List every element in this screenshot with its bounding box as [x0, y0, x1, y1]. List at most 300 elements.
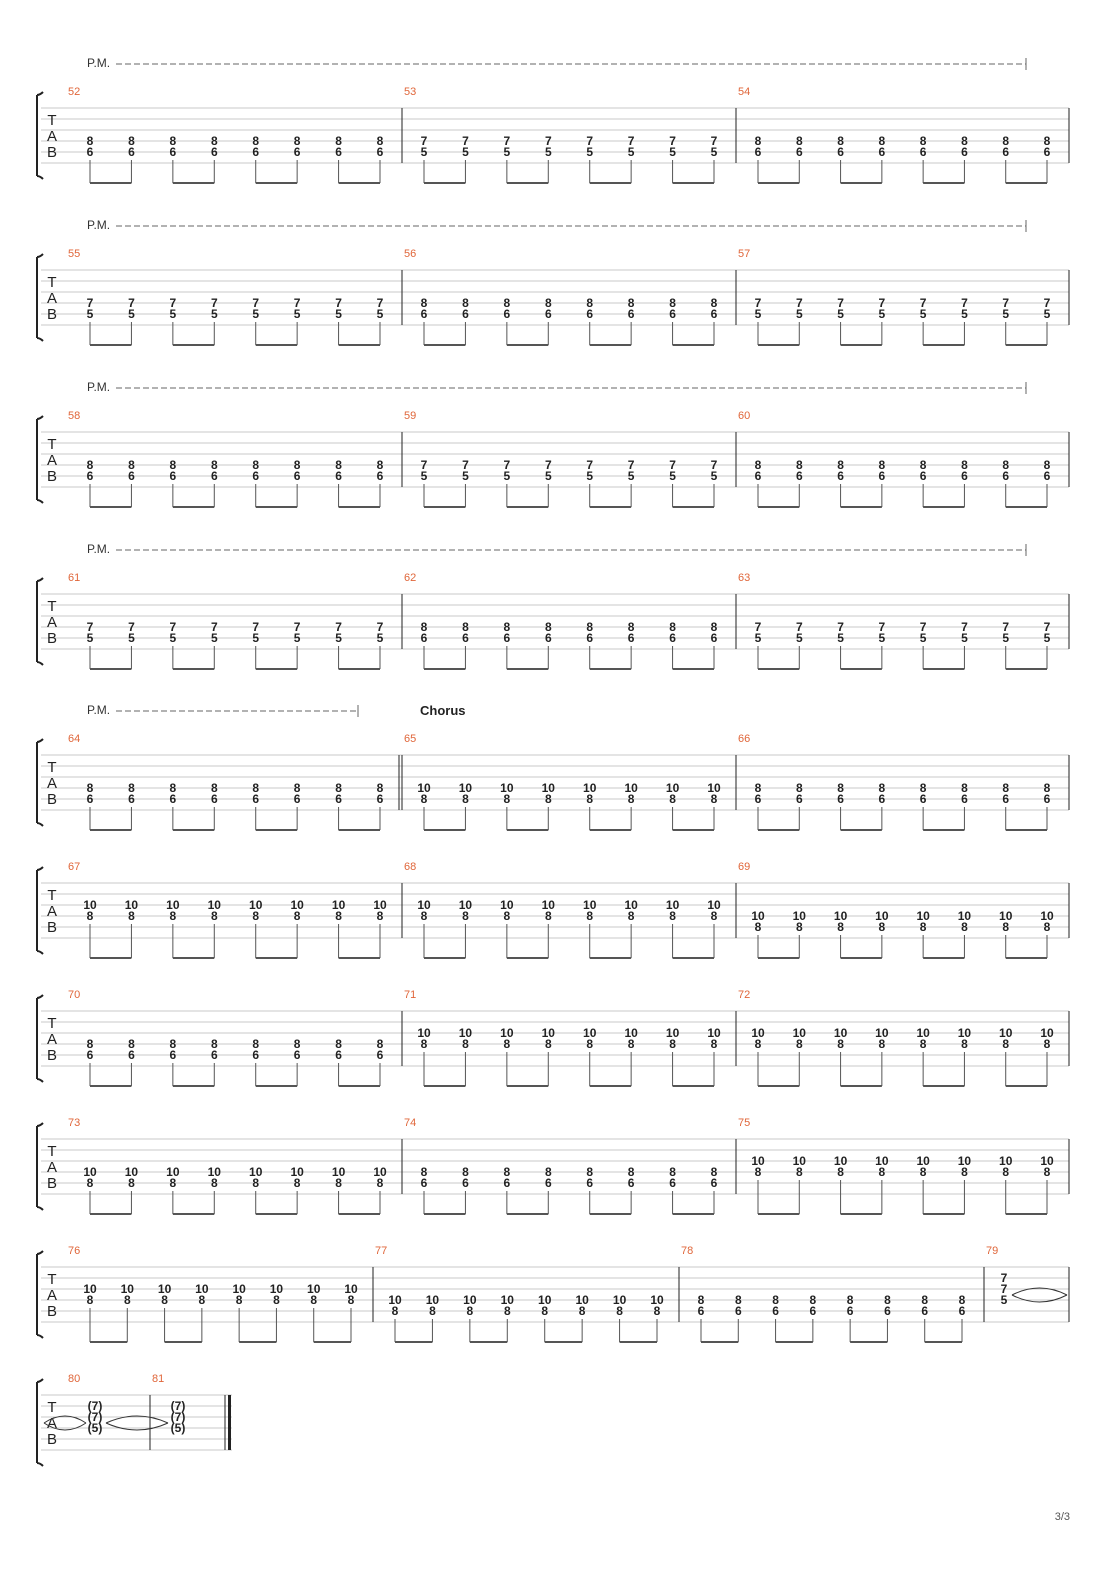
fret-number: 6 — [1043, 145, 1051, 159]
fret-number: 8 — [710, 909, 718, 923]
fret-number: 8 — [86, 458, 94, 472]
fret-number: 7 — [169, 620, 177, 634]
fret-number: 7 — [335, 620, 342, 634]
fret-number: 7 — [376, 296, 384, 310]
fret-number: 10 — [307, 1282, 321, 1296]
measure-number: 57 — [738, 248, 751, 260]
fret-number: 10 — [331, 1165, 346, 1179]
fret-number: 6 — [878, 145, 886, 159]
fret-number: 8 — [86, 134, 94, 148]
fret-number: 8 — [578, 1304, 586, 1318]
fret-number: 8 — [252, 1176, 260, 1190]
fret-number: 6 — [669, 307, 676, 321]
fret-number: 8 — [503, 792, 511, 806]
fret-number: 8 — [252, 1037, 260, 1051]
fret-number: 10 — [1040, 1026, 1054, 1040]
fret-number: 10 — [124, 1165, 139, 1179]
fret-number: 8 — [128, 458, 135, 472]
fret-number: 7 — [128, 620, 135, 634]
fret-number: 8 — [210, 909, 218, 923]
fret-number: 5 — [1043, 307, 1051, 321]
fret-number: 8 — [86, 1037, 94, 1051]
fret-number: 5 — [1043, 631, 1051, 645]
fret-number: 6 — [586, 1176, 594, 1190]
tab-clef-icon: B — [46, 1303, 58, 1320]
fret-number: (7) — [170, 1410, 186, 1424]
tab-clef-icon: A — [46, 452, 58, 469]
fret-number: 8 — [86, 781, 94, 795]
fret-number: 8 — [210, 134, 218, 148]
fret-number: 10 — [751, 1026, 765, 1040]
fret-number: 5 — [420, 145, 428, 159]
fret-number: 8 — [710, 1037, 718, 1051]
measure-number: 54 — [738, 86, 751, 98]
measure-number: 63 — [738, 572, 751, 584]
fret-number: 8 — [293, 1037, 301, 1051]
tab-clef-icon: B — [46, 468, 58, 485]
fret-number: (7) — [87, 1399, 103, 1413]
fret-number: 8 — [128, 1176, 135, 1190]
tab-clef-icon: A — [46, 290, 58, 307]
fret-number: 6 — [462, 307, 469, 321]
tab-clef-icon: A — [46, 1159, 58, 1176]
fret-number: 8 — [310, 1293, 318, 1307]
fret-number: 10 — [195, 1282, 209, 1296]
fret-number: 8 — [128, 134, 135, 148]
fret-number: 10 — [541, 1026, 555, 1040]
fret-number: (5) — [170, 1421, 186, 1435]
tab-clef-icon: A — [46, 1031, 58, 1048]
fret-number: 5 — [1002, 631, 1010, 645]
fret-number: 10 — [957, 1026, 972, 1040]
fret-number: 8 — [919, 134, 927, 148]
fret-number: 5 — [878, 307, 886, 321]
fret-number: 6 — [128, 145, 135, 159]
fret-number: 8 — [1002, 134, 1010, 148]
fret-number: 5 — [503, 469, 511, 483]
fret-number: 8 — [795, 458, 803, 472]
fret-number: 6 — [627, 631, 635, 645]
fret-number: 10 — [665, 781, 680, 795]
fret-number: 8 — [961, 781, 968, 795]
measure-number: 59 — [404, 410, 417, 422]
fret-number: 7 — [669, 458, 676, 472]
fret-number: 10 — [500, 898, 514, 912]
fret-number: 6 — [544, 307, 552, 321]
fret-number: 5 — [544, 145, 552, 159]
fret-number: 6 — [420, 307, 428, 321]
measure-number: 61 — [68, 572, 81, 584]
fret-number: 10 — [344, 1282, 358, 1296]
fret-number: 10 — [1040, 1154, 1054, 1168]
fret-number: 8 — [795, 920, 803, 934]
system-bracket-icon — [37, 1123, 43, 1210]
system-bracket-icon — [37, 995, 43, 1082]
fret-number: 8 — [429, 1304, 436, 1318]
fret-number: 8 — [795, 1165, 803, 1179]
measure-number: 58 — [68, 410, 81, 422]
fret-number: 8 — [420, 1037, 428, 1051]
fret-number: 10 — [166, 1165, 180, 1179]
tie-icon — [1012, 1295, 1067, 1302]
fret-number: 6 — [335, 1048, 342, 1062]
fret-number: 8 — [754, 781, 762, 795]
fret-number: 7 — [627, 458, 635, 472]
fret-number: 10 — [541, 781, 555, 795]
fret-number: 5 — [961, 307, 968, 321]
fret-number: 7 — [919, 620, 927, 634]
fret-number: 7 — [837, 620, 844, 634]
fret-number: 6 — [1043, 792, 1051, 806]
measure-number: 72 — [738, 989, 751, 1001]
fret-number: 10 — [916, 1026, 930, 1040]
page-number: 3/3 — [1054, 1511, 1070, 1523]
fret-number: 10 — [83, 1165, 97, 1179]
measure-number: 79 — [986, 1245, 999, 1257]
fret-number: 10 — [792, 1154, 806, 1168]
fret-number: 8 — [462, 909, 469, 923]
system-bracket-icon — [37, 92, 43, 179]
fret-number: 5 — [669, 469, 676, 483]
fret-number: 6 — [420, 631, 428, 645]
fret-number: 5 — [128, 307, 135, 321]
fret-number: 5 — [961, 631, 968, 645]
fret-number: 10 — [957, 909, 972, 923]
fret-number: 8 — [420, 296, 428, 310]
fret-number: 10 — [833, 1026, 848, 1040]
fret-number: 5 — [837, 307, 844, 321]
fret-number: 6 — [544, 1176, 552, 1190]
fret-number: 10 — [707, 781, 721, 795]
fret-number: 8 — [627, 296, 635, 310]
fret-number: 10 — [583, 898, 597, 912]
fret-number: 8 — [669, 1037, 676, 1051]
fret-number: 7 — [710, 458, 718, 472]
fret-number: 5 — [754, 631, 762, 645]
measure-number: 77 — [375, 1245, 388, 1257]
fret-number: 5 — [335, 631, 342, 645]
fret-number: 6 — [210, 1048, 218, 1062]
fret-number: 6 — [169, 145, 177, 159]
fret-number: 7 — [293, 296, 301, 310]
fret-number: 6 — [293, 469, 301, 483]
fret-number: 6 — [1002, 145, 1010, 159]
fret-number: 5 — [252, 631, 260, 645]
fret-number: 8 — [544, 620, 552, 634]
fret-number: 10 — [124, 898, 139, 912]
fret-number: 8 — [420, 620, 428, 634]
fret-number: 8 — [123, 1293, 131, 1307]
fret-number: 7 — [210, 620, 218, 634]
measure-number: 66 — [738, 733, 751, 745]
fret-number: 6 — [710, 631, 718, 645]
fret-number: 6 — [544, 631, 552, 645]
fret-number: 8 — [391, 1304, 399, 1318]
fret-number: 10 — [999, 1026, 1013, 1040]
measure-number: 73 — [68, 1117, 81, 1129]
measure-number: 56 — [404, 248, 417, 260]
fret-number: 8 — [837, 1037, 844, 1051]
fret-number: 8 — [627, 620, 635, 634]
fret-number: 8 — [754, 134, 762, 148]
fret-number: 10 — [458, 1026, 473, 1040]
fret-number: 6 — [837, 469, 844, 483]
system-bracket-icon — [37, 416, 43, 503]
fret-number: 6 — [710, 307, 718, 321]
fret-number: 7 — [335, 296, 342, 310]
fret-number: 7 — [754, 296, 762, 310]
system-bracket-icon — [37, 254, 43, 341]
fret-number: 6 — [961, 792, 968, 806]
fret-number: 7 — [252, 620, 260, 634]
fret-number: 5 — [210, 307, 218, 321]
fret-number: 6 — [795, 145, 803, 159]
fret-number: 8 — [544, 1037, 552, 1051]
fret-number: 8 — [616, 1304, 623, 1318]
fret-number: 10 — [650, 1293, 664, 1307]
fret-number: 7 — [586, 134, 594, 148]
fret-number: 7 — [878, 296, 886, 310]
measure-number: 75 — [738, 1117, 751, 1129]
fret-number: 6 — [919, 792, 927, 806]
fret-number: 8 — [586, 620, 594, 634]
tab-clef-icon: T — [47, 1143, 57, 1160]
fret-number: 5 — [210, 631, 218, 645]
fret-number: 5 — [86, 631, 94, 645]
fret-number: 6 — [293, 145, 301, 159]
fret-number: 8 — [958, 1293, 966, 1307]
fret-number: 7 — [462, 458, 469, 472]
fret-number: 5 — [795, 631, 803, 645]
fret-number: 7 — [1002, 620, 1010, 634]
fret-number: 5 — [878, 631, 886, 645]
fret-number: 8 — [128, 909, 135, 923]
fret-number: 10 — [875, 909, 889, 923]
fret-number: 8 — [710, 792, 718, 806]
fret-number: 10 — [707, 898, 721, 912]
fret-number: 8 — [961, 134, 968, 148]
fret-number: 8 — [335, 1176, 342, 1190]
fret-number: 8 — [961, 1165, 968, 1179]
fret-number: 6 — [772, 1304, 779, 1318]
fret-number: 6 — [884, 1304, 891, 1318]
tab-clef-icon: B — [46, 1175, 58, 1192]
fret-number: 8 — [1043, 134, 1051, 148]
fret-number: 6 — [669, 1176, 676, 1190]
tab-clef-icon: T — [47, 274, 57, 291]
fret-number: 6 — [376, 1048, 384, 1062]
fret-number: 6 — [252, 145, 260, 159]
fret-number: 10 — [833, 1154, 848, 1168]
fret-number: 10 — [833, 909, 848, 923]
fret-number: 8 — [293, 134, 301, 148]
fret-number: 8 — [503, 1037, 511, 1051]
fret-number: 10 — [500, 1293, 514, 1307]
measure-number: 64 — [68, 733, 81, 745]
fret-number: 6 — [210, 145, 218, 159]
fret-number: 8 — [161, 1293, 168, 1307]
fret-number: 6 — [252, 1048, 260, 1062]
fret-number: 5 — [293, 307, 301, 321]
fret-number: 8 — [503, 1165, 511, 1179]
measure-number: 60 — [738, 410, 751, 422]
fret-number: 8 — [128, 781, 135, 795]
fret-number: 10 — [290, 1165, 304, 1179]
fret-number: 6 — [734, 1304, 742, 1318]
system-bracket-icon — [37, 1251, 43, 1338]
fret-number: 5 — [1000, 1293, 1008, 1307]
fret-number: 8 — [627, 1165, 635, 1179]
palm-mute-label: P.M. — [87, 542, 111, 556]
fret-number: 8 — [462, 1165, 469, 1179]
fret-number: 5 — [169, 307, 177, 321]
fret-number: 10 — [463, 1293, 477, 1307]
fret-number: 6 — [210, 792, 218, 806]
fret-number: 10 — [249, 1165, 263, 1179]
fret-number: 7 — [669, 134, 676, 148]
fret-number: 7 — [1043, 620, 1051, 634]
fret-number: 8 — [669, 296, 676, 310]
fret-number: 10 — [665, 1026, 680, 1040]
fret-number: 6 — [878, 469, 886, 483]
fret-number: 8 — [837, 920, 844, 934]
fret-number: 8 — [878, 1037, 886, 1051]
fret-number: 8 — [919, 1165, 927, 1179]
fret-number: 5 — [86, 307, 94, 321]
measure-number: 80 — [68, 1373, 81, 1385]
fret-number: 8 — [1043, 781, 1051, 795]
tab-clef-icon: B — [46, 630, 58, 647]
fret-number: 10 — [665, 898, 680, 912]
fret-number: 8 — [169, 1176, 177, 1190]
fret-number: 7 — [420, 134, 428, 148]
fret-number: 8 — [710, 620, 718, 634]
fret-number: 8 — [884, 1293, 891, 1307]
palm-mute-label: P.M. — [87, 218, 111, 232]
fret-number: 6 — [754, 469, 762, 483]
fret-number: 10 — [232, 1282, 246, 1296]
fret-number: 10 — [458, 898, 473, 912]
fret-number: 8 — [235, 1293, 243, 1307]
fret-number: 8 — [627, 792, 635, 806]
fret-number: 8 — [837, 458, 844, 472]
fret-number: 7 — [1043, 296, 1051, 310]
fret-number: 7 — [544, 458, 552, 472]
fret-number: 6 — [86, 145, 94, 159]
fret-number: 10 — [792, 1026, 806, 1040]
fret-number: 8 — [252, 458, 260, 472]
fret-number: 10 — [624, 1026, 638, 1040]
fret-number: 10 — [500, 781, 514, 795]
fret-number: 6 — [128, 792, 135, 806]
measure-number: 65 — [404, 733, 417, 745]
fret-number: 6 — [293, 792, 301, 806]
fret-number: 6 — [961, 469, 968, 483]
fret-number: 6 — [919, 469, 927, 483]
fret-number: (7) — [87, 1410, 103, 1424]
fret-number: 8 — [335, 781, 342, 795]
fret-number: 5 — [376, 307, 384, 321]
fret-number: 10 — [751, 1154, 765, 1168]
fret-number: 8 — [921, 1293, 929, 1307]
section-label: Chorus — [420, 703, 466, 718]
fret-number: 5 — [586, 145, 594, 159]
fret-number: 5 — [919, 307, 927, 321]
fret-number: 8 — [544, 792, 552, 806]
fret-number: 8 — [878, 920, 886, 934]
fret-number: 10 — [83, 898, 97, 912]
fret-number: 5 — [293, 631, 301, 645]
fret-number: 10 — [999, 1154, 1013, 1168]
fret-number: 6 — [586, 307, 594, 321]
fret-number: 8 — [210, 458, 218, 472]
fret-number: 8 — [169, 781, 177, 795]
fret-number: 8 — [754, 1037, 762, 1051]
measure-number: 69 — [738, 861, 751, 873]
fret-number: 6 — [128, 469, 135, 483]
fret-number: 7 — [878, 620, 886, 634]
fret-number: 10 — [624, 898, 638, 912]
tab-clef-icon: B — [46, 144, 58, 161]
fret-number: 6 — [128, 1048, 135, 1062]
fret-number: 8 — [252, 134, 260, 148]
fret-number: 8 — [376, 458, 384, 472]
fret-number: 8 — [544, 296, 552, 310]
fret-number: 8 — [293, 909, 301, 923]
fret-number: 7 — [210, 296, 218, 310]
fret-number: 7 — [919, 296, 927, 310]
tab-clef-icon: A — [46, 1415, 58, 1432]
fret-number: 6 — [586, 631, 594, 645]
tab-clef-icon: T — [47, 887, 57, 904]
fret-number: 8 — [462, 620, 469, 634]
fret-number: 5 — [420, 469, 428, 483]
fret-number: 10 — [500, 1026, 514, 1040]
fret-number: 8 — [1002, 781, 1010, 795]
fret-number: 8 — [586, 1037, 594, 1051]
fret-number: 8 — [335, 1037, 342, 1051]
fret-number: 8 — [210, 1176, 218, 1190]
fret-number: 6 — [335, 792, 342, 806]
fret-number: 5 — [376, 631, 384, 645]
fret-number: 7 — [795, 620, 803, 634]
measure-number: 67 — [68, 861, 81, 873]
tie-icon — [106, 1423, 168, 1430]
fret-number: 5 — [586, 469, 594, 483]
fret-number: 8 — [198, 1293, 206, 1307]
fret-number: 10 — [538, 1293, 552, 1307]
fret-number: 8 — [420, 909, 428, 923]
tab-clef-icon: B — [46, 1431, 58, 1448]
fret-number: 8 — [169, 909, 177, 923]
fret-number: 8 — [961, 920, 968, 934]
fret-number: 7 — [376, 620, 384, 634]
fret-number: 8 — [86, 909, 94, 923]
fret-number: 8 — [878, 134, 886, 148]
fret-number: 5 — [710, 145, 718, 159]
fret-number: 10 — [417, 781, 431, 795]
fret-number: 8 — [420, 1165, 428, 1179]
fret-number: 8 — [795, 781, 803, 795]
fret-number: 7 — [293, 620, 301, 634]
fret-number: 10 — [417, 1026, 431, 1040]
fret-number: 8 — [1002, 458, 1010, 472]
fret-number: 8 — [1002, 1165, 1010, 1179]
measure-number: 62 — [404, 572, 417, 584]
fret-number: 8 — [846, 1293, 854, 1307]
fret-number: 6 — [837, 792, 844, 806]
fret-number: 10 — [166, 898, 180, 912]
